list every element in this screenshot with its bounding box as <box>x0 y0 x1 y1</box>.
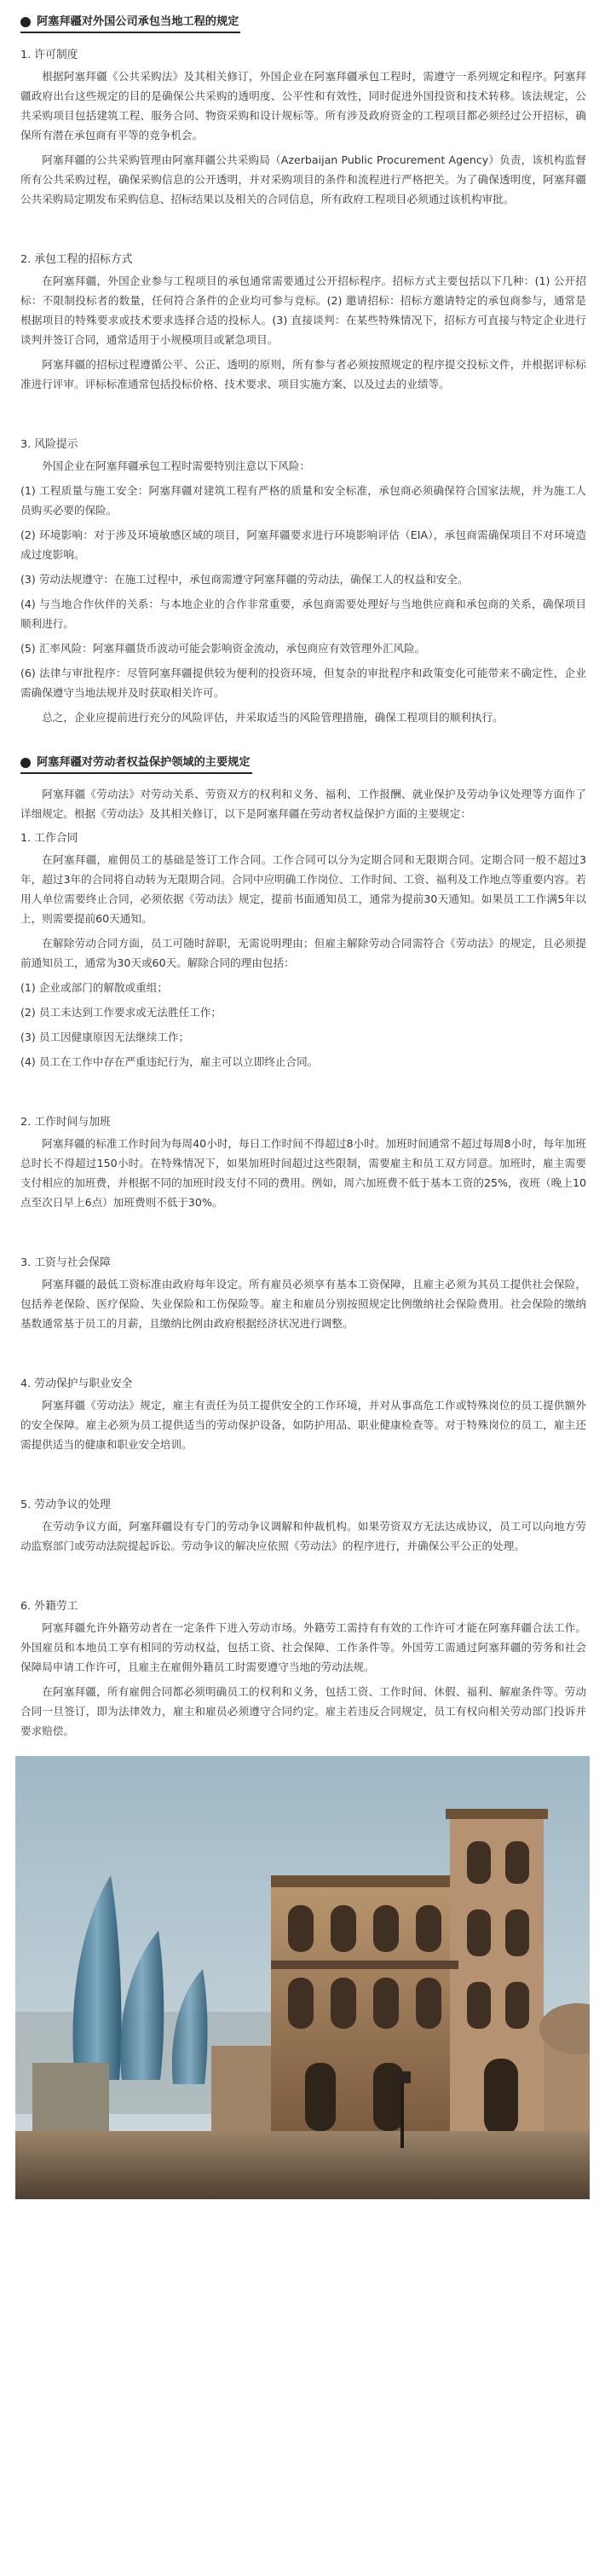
paragraph: 阿塞拜疆的标准工作时间为每周40小时，每日工作时间不得超过8小时。加班时间通常不超过每周8小时，每年加班总时长不得超过150小时。在特殊情况下，如果加班时间超过这些限制，需要雇主和员工双方同意。加班时，雇主需要支付相应的加班费，并根据不同的加班时段支付不同的费用。例如，周六加班费不低于基本工资的25%，夜班（晚上10点至次日早上6点）加班费则不低于30%。 <box>20 1137 586 1209</box>
subheading-tender: 2. 承包工程的招标方式 <box>20 253 133 266</box>
cornice <box>271 1875 458 1887</box>
paragraph: 阿塞拜疆《劳动法》对劳动关系、劳资双方的权利和义务、福利、工作报酬、就业保护及劳动争议处理等方面作了详细规定。根据《劳动法》及其相关修订，以下是阿塞拜疆在劳动者权益保护方面的主要规定： <box>20 788 586 820</box>
paragraph: 外国企业在阿塞拜疆承包工程时需要特别注意以下风险： <box>42 459 311 472</box>
cityscape-illustration <box>15 1756 590 2199</box>
paragraph: 阿塞拜疆允许外籍劳动者在一定条件下进入劳动市场。外籍劳工需持有有效的工作许可才能在阿塞拜疆合法工作。外国雇员和本地员工享有相同的劳动权益，包括工资、社会保障、工作条件等。外国劳工需通过阿塞拜疆的劳务和社会保障局申请工作许可，且雇主在雇佣外籍员工时需要遵守当地的劳动法规。 <box>20 1621 586 1673</box>
subheading-foreign-workers: 6. 外籍劳工 <box>20 1600 78 1613</box>
subheading-contract: 1. 工作合同 <box>20 832 78 845</box>
paragraph: 阿塞拜疆的最低工资标准由政府每年设定。所有雇员必须享有基本工资保障，且雇主必须为其员工提供社会保险，包括养老保险、医疗保险、失业保险和工伤保险等。雇主和雇员分别按照规定比例缴纳社会保险费用。社会保险的缴纳基数通常基于员工的月薪，且缴纳比例由政府根据经济状况进行调整。 <box>20 1278 586 1330</box>
list-item: (4) 员工在工作中存在严重违纪行为，雇主可以立即终止合同。 <box>20 1055 319 1068</box>
paragraph: 总之，企业应提前进行充分的风险评估，并采取适当的风险管理措施，确保工程项目的顺利执行。 <box>42 711 504 724</box>
section-title-contracting <box>20 14 240 33</box>
paragraph: 在阿塞拜疆，雇佣员工的基础是签订工作合同。工作合同可以分为定期合同和无限期合同。定期合同一般不超过3年，超过3年的合同将自动转为无限期合同。合同中应明确工作岗位、工作时间、工资、福利及工作地点等重要内容。若用人单位需要终止合同，必须依据《劳动法》规定，提前书面通知员工，通常为提前30天通知。如果员工工作满5年以上，则需要提前60天通知。 <box>20 853 586 925</box>
subheading-license: 1. 许可制度 <box>20 49 78 61</box>
section-title-text: 阿塞拜疆对劳动者权益保护领域的主要规定 <box>37 756 251 769</box>
section-title-labor <box>20 754 252 774</box>
list-item: (6) 法律与审批程序：尽管阿塞拜疆提供较为便利的投资环境，但复杂的审批程序和政策变化可能带来不确定性，企业需确保遵守当地法规并及时获取相关许可。 <box>20 667 586 699</box>
subheading-hours: 2. 工作时间与加班 <box>20 1116 111 1129</box>
paragraph: 在阿塞拜疆，所有雇佣合同都必须明确员工的权利和义务，包括工资、工作时间、休假、福利、解雇条件等。劳动合同一旦签订，即为法律效力，雇主和雇员必须遵守合同约定。雇主若违反合同规定，员工有权向相关劳动部门投诉并要求赔偿。 <box>20 1685 586 1737</box>
list-item: (5) 汇率风险：阿塞拜疆货币波动可能会影响资金流动，承包商应有效管理外汇风险。 <box>20 642 426 655</box>
list-item: (4) 与当地合作伙伴的关系：与本地企业的合作非常重要，承包商需要处理好与当地供应商和承包商的关系，确保项目顺利进行。 <box>20 598 586 630</box>
paragraph: 阿塞拜疆的公共采购管理由阿塞拜疆公共采购局（Azerbaijan Public Procurement Agency）负责，该机构监督所有公共采购过程，确保采购信息的公开透明，并对采购项目的条件和流程进行严格把关。为了确保透明度，阿塞拜疆公共采购局定期发布采购信息、招标结果以及相关的合同信息，所有政府工程项目必须通过该机构审批。 <box>20 153 586 205</box>
section-title-text: 阿塞拜疆对外国公司承包当地工程的规定 <box>37 15 239 28</box>
balcony <box>271 1961 458 1969</box>
list-item: (3) 员工因健康原因无法继续工作； <box>20 1031 190 1043</box>
paragraph: 在劳动争议方面，阿塞拜疆设有专门的劳动争议调解和仲裁机构。如果劳资双方无法达成协议，员工可以向地方劳动监察部门或劳动法院提起诉讼。劳动争议的解决应依照《劳动法》的程序进行，并确保公平公正的处理。 <box>20 1520 586 1552</box>
building <box>32 2063 109 2131</box>
list-item: (1) 企业或部门的解散或重组； <box>20 981 168 994</box>
paragraph: 在阿塞拜疆，外国企业参与工程项目的承包通常需要通过公开招标程序。招标方式主要包括以下几种：(1) 公开招标：不限制投标者的数量，任何符合条件的企业均可参与竞标。(2) 邀请招标：招标方邀请特定的承包商参与，通常是根据项目的特殊要求或技术要求选择合适的投标人。(3) 直接谈判：在某些特殊情况下，招标方可直接与特定企业进行谈判并签订合同，通常适用于小规模项目或紧急项目。 <box>20 274 586 346</box>
cornice <box>446 1809 548 1819</box>
lamp <box>394 2071 411 2083</box>
list-item: (1) 工程质量与施工安全：阿塞拜疆对建筑工程有严格的质量和安全标准，承包商必须确保符合国家法规，并为施工人员购买必要的保险。 <box>20 484 586 517</box>
street <box>15 2131 590 2199</box>
paragraph: 阿塞拜疆《劳动法》规定，雇主有责任为员工提供安全的工作环境，并对从事高危工作或特殊岗位的员工提供额外的安全保障。雇主必须为员工提供适当的劳动保护设备，如防护用品、职业健康检查等。对于特殊岗位的员工，雇主还需提供适当的健康和职业安全培训。 <box>20 1399 586 1451</box>
baku-cityscape-photo <box>15 1756 590 2199</box>
subheading-wages: 3. 工资与社会保障 <box>20 1256 111 1269</box>
paragraph: 阿塞拜疆的招标过程遵循公平、公正、透明的原则，所有参与者必须按照规定的程序提交投标文件，并根据评标标准进行评审。评标标准通常包括投标价格、技术要求、项目实施方案、以及过去的业绩等。 <box>20 358 586 390</box>
subheading-risk: 3. 风险提示 <box>20 438 78 451</box>
subheading-disputes: 5. 劳动争议的处理 <box>20 1499 111 1511</box>
list-item: (3) 劳动法规遵守：在施工过程中，承包商需遵守阿塞拜疆的劳动法，确保工人的权益和安全。 <box>20 573 469 586</box>
list-item: (2) 员工未达到工作要求或无法胜任工作； <box>20 1006 222 1019</box>
subheading-safety: 4. 劳动保护与职业安全 <box>20 1378 133 1390</box>
bullet-dot-icon <box>20 17 31 27</box>
bullet-dot-icon <box>20 758 31 768</box>
lamp-post <box>400 2080 404 2148</box>
list-item: (2) 环境影响：对于涉及环境敏感区域的项目，阿塞拜疆要求进行环境影响评估（EIA），承包商需确保项目不对环境造成过度影响。 <box>20 528 586 561</box>
paragraph: 根据阿塞拜疆《公共采购法》及其相关修订，外国企业在阿塞拜疆承包工程时，需遵守一系列规定和程序。阿塞拜疆政府出台这些规定的目的是确保公共采购的透明度、公平性和有效性，同时促进外国投资和技术转移。该法规定，公共采购项目包括建筑工程、服务合同、物资采购和设计规标等。所有涉及政府资金的工程项目都必须经过公开招标，确保所有潜在承包商有平等的竞争机会。 <box>20 70 586 142</box>
paragraph: 在解除劳动合同方面，员工可随时辞职，无需说明理由；但雇主解除劳动合同需符合《劳动法》的规定，且必须提前通知员工，通常为30天或60天。解除合同的理由包括： <box>20 937 586 969</box>
